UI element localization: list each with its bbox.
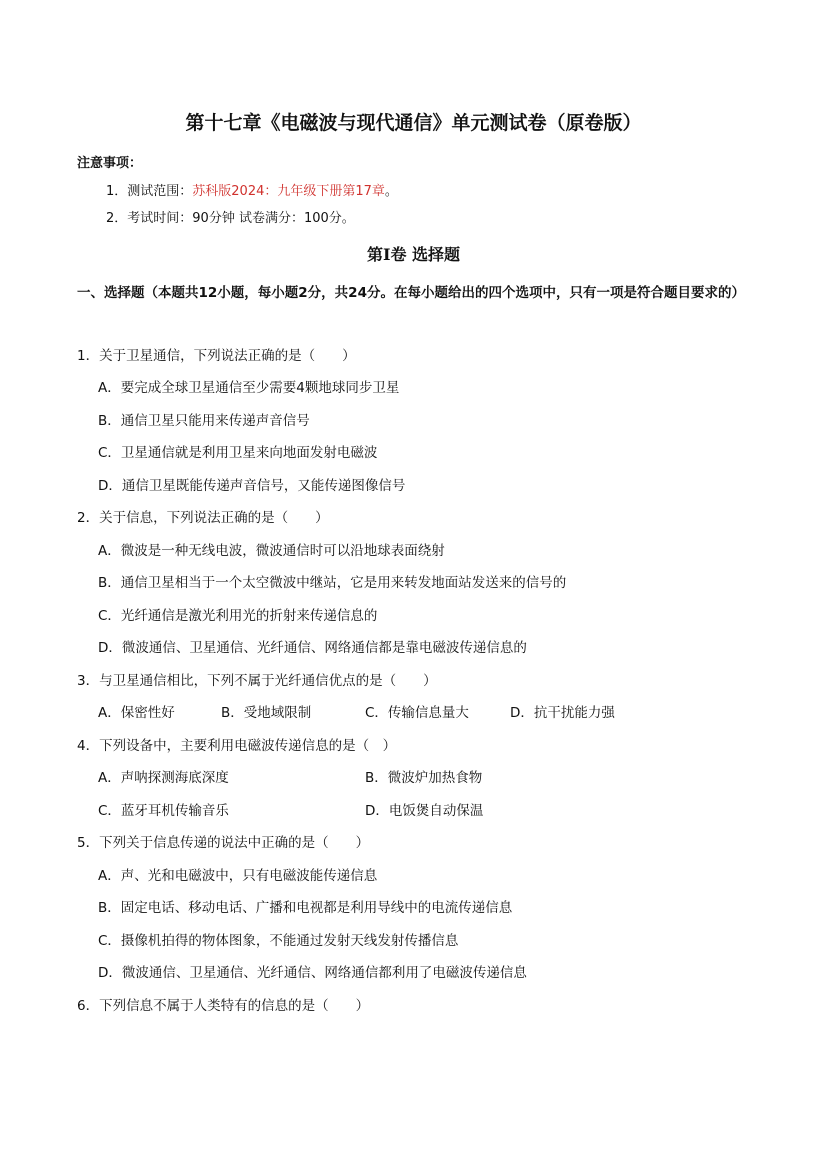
question-5-option-c: C．摄像机拍得的物体图象，不能通过发射天线发射传播信息 — [98, 933, 459, 949]
question-1-stem: 1．关于卫星通信，下列说法正确的是（ ） — [77, 348, 356, 364]
part-heading: 一、选择题（本题共12小题，每小题2分，共24分。在每小题给出的四个选项中，只有一项是符合题目要求的） — [77, 285, 745, 301]
notice-item-1-prefix: 1．测试范围： — [106, 184, 193, 199]
question-3-option-a: A．保密性好 — [98, 705, 175, 721]
question-5-option-b: B．固定电话、移动电话、广播和电视都是利用导线中的电流传递信息 — [98, 900, 513, 916]
notice-item-2: 2．考试时间：90分钟 试卷满分：100分。 — [106, 211, 355, 226]
notice-item-1-highlight: 苏科版2024：九年级下册第17章 — [192, 184, 385, 199]
question-3-option-d: D．抗干扰能力强 — [510, 705, 615, 721]
question-4-option-b: B．微波炉加热食物 — [365, 770, 483, 786]
notice-item-1-suffix: 。 — [384, 184, 398, 199]
question-1-option-a: A．要完成全球卫星通信至少需要4颗地球同步卫星 — [98, 380, 400, 396]
question-1-option-c: C．卫星通信就是利用卫星来向地面发射电磁波 — [98, 445, 378, 461]
question-6-stem: 6．下列信息不属于人类特有的信息的是（ ） — [77, 998, 370, 1014]
question-2-option-a: A．微波是一种无线电波，微波通信时可以沿地球表面绕射 — [98, 543, 445, 559]
question-5-stem: 5．下列关于信息传递的说法中正确的是（ ） — [77, 835, 370, 851]
question-3-option-b: B．受地域限制 — [221, 705, 312, 721]
question-1-option-d: D．通信卫星既能传递声音信号，又能传递图像信号 — [98, 478, 406, 494]
question-3-stem: 3．与卫星通信相比，下列不属于光纤通信优点的是（ ） — [77, 673, 437, 689]
question-4-option-a: A．声呐探测海底深度 — [98, 770, 229, 786]
question-4-option-d: D．电饭煲自动保温 — [365, 803, 484, 819]
question-4-stem: 4．下列设备中，主要利用电磁波传递信息的是（ ） — [77, 738, 397, 754]
question-2-option-b: B．通信卫星相当于一个太空微波中继站，它是用来转发地面站发送来的信号的 — [98, 575, 567, 591]
question-2-stem: 2．关于信息，下列说法正确的是（ ） — [77, 510, 329, 526]
notice-heading: 注意事项： — [77, 156, 143, 171]
question-4-option-c: C．蓝牙耳机传输音乐 — [98, 803, 229, 819]
question-1-option-b: B．通信卫星只能用来传递声音信号 — [98, 413, 310, 429]
question-2-option-c: C．光纤通信是激光利用光的折射来传递信息的 — [98, 608, 378, 624]
question-5-option-d: D．微波通信、卫星通信、光纤通信、网络通信都利用了电磁波传递信息 — [98, 965, 527, 981]
page-title: 第十七章《电磁波与现代通信》单元测试卷（原卷版） — [185, 112, 642, 134]
question-5-option-a: A．声、光和电磁波中，只有电磁波能传递信息 — [98, 868, 378, 884]
question-3-option-c: C．传输信息量大 — [365, 705, 469, 721]
notice-item-1 — [106, 180, 398, 199]
question-2-option-d: D．微波通信、卫星通信、光纤通信、网络通信都是靠电磁波传递信息的 — [98, 640, 527, 656]
section-title: 第Ⅰ卷 选择题 — [366, 245, 461, 264]
